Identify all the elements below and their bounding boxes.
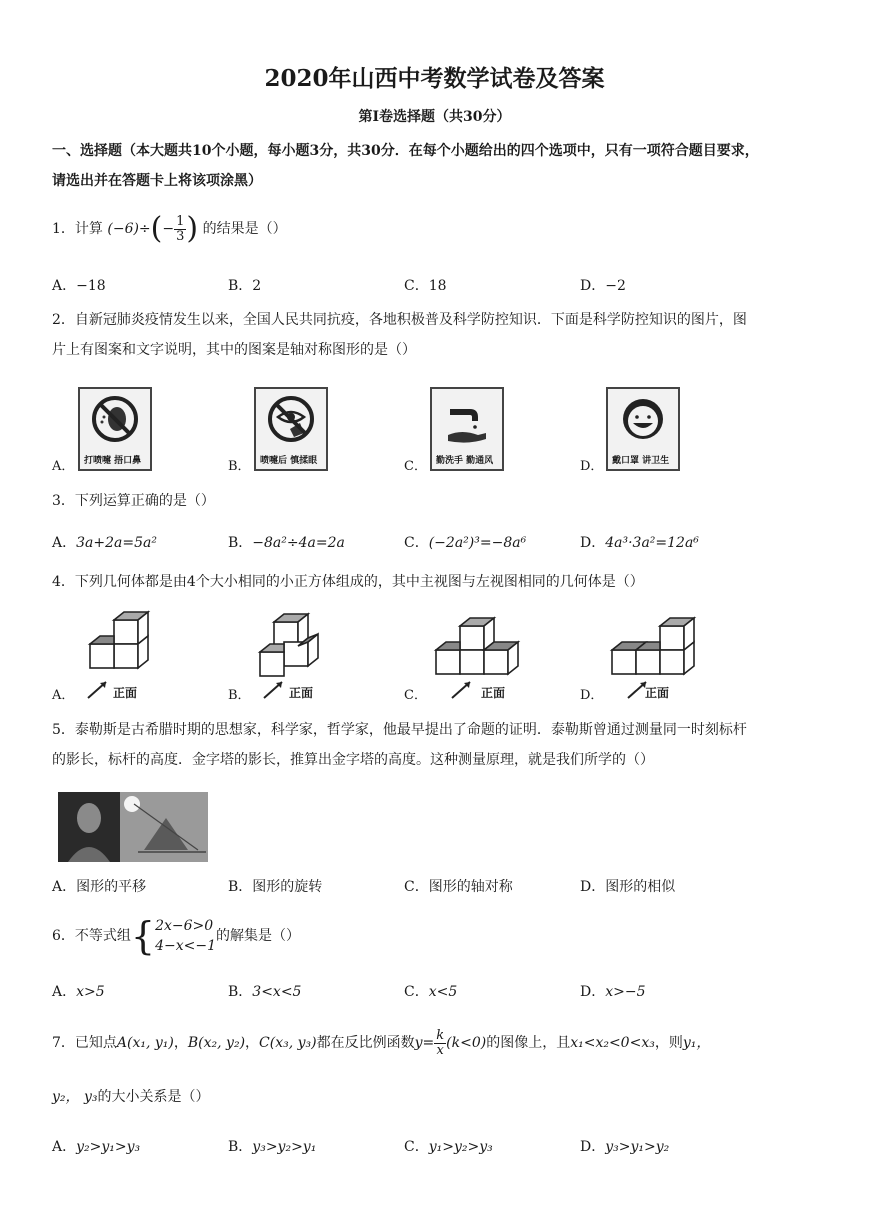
q7-func-denominator: x bbox=[436, 1042, 444, 1058]
option-text: 2 bbox=[252, 278, 262, 294]
q2-option-a[interactable] bbox=[52, 455, 74, 474]
option-label: A． bbox=[52, 879, 77, 895]
q7-option-b[interactable] bbox=[228, 1132, 316, 1162]
q2-option-d[interactable] bbox=[580, 455, 603, 474]
q7-prefix: 7．已知点 bbox=[52, 1035, 117, 1051]
q6-prefix: 6．不等式组 bbox=[52, 928, 131, 944]
q2-line2: 片上有图案和文字说明，其中的图案是轴对称图形的是（） bbox=[52, 342, 416, 358]
option-label: A． bbox=[52, 535, 77, 551]
option-label: C． bbox=[404, 278, 429, 294]
option-label: D． bbox=[580, 984, 606, 1000]
option-label: C． bbox=[404, 879, 429, 895]
q5-line2: 的影长，标杆的高度．金字塔的影长，推算出金字塔的高度。这种测量原理，就是我们所学的（） bbox=[52, 752, 654, 768]
q2-option-b[interactable] bbox=[228, 455, 251, 474]
cube-solid-a bbox=[78, 606, 198, 702]
option-text: y₁>y₂>y₃ bbox=[428, 1139, 493, 1155]
q1-right-paren: ) bbox=[186, 211, 199, 246]
icon-caption: 勤通风 bbox=[466, 456, 494, 466]
option-text: −2 bbox=[605, 278, 626, 294]
q4-option-d[interactable] bbox=[580, 684, 603, 703]
option-text: 图形的旋转 bbox=[252, 879, 323, 895]
q7-option-a[interactable] bbox=[52, 1132, 140, 1162]
option-label: C． bbox=[404, 459, 427, 474]
q6-inequality-1: 2x−6>0 bbox=[155, 918, 214, 934]
q1-option-c[interactable] bbox=[404, 271, 447, 301]
q3-option-d[interactable] bbox=[580, 528, 699, 558]
q1-suffix: 的结果是（） bbox=[202, 221, 287, 237]
option-label: B． bbox=[228, 688, 251, 703]
option-label: A． bbox=[52, 984, 77, 1000]
thales-pyramid-image bbox=[58, 792, 208, 862]
q1-expr: (−6)÷ bbox=[107, 221, 151, 237]
front-view-label-a: 正面 bbox=[113, 686, 138, 700]
q1-minus: − bbox=[162, 221, 175, 237]
option-label: D． bbox=[580, 879, 606, 895]
q1-left-paren: ( bbox=[150, 211, 163, 246]
option-label: D． bbox=[580, 1139, 606, 1155]
question-2-stem bbox=[52, 305, 822, 365]
option-label: A． bbox=[52, 688, 75, 703]
q5-option-c[interactable] bbox=[404, 872, 513, 902]
option-label: D． bbox=[580, 688, 604, 703]
icon-caption: 慎揉眼 bbox=[290, 456, 318, 466]
question-7-stem: 7．已知点A(x₁, y₁)，B(x₂, y₂)，C(x₃, y₃)都在反比例函数y= $\frac{k}{x}$ (k<0)的图像上，且x₁<x₂<0<x₃，则y₁， bbox=[52, 1027, 711, 1058]
q5-option-b[interactable] bbox=[228, 872, 322, 902]
q3-option-c[interactable] bbox=[404, 528, 526, 558]
q1-option-d[interactable] bbox=[580, 271, 626, 301]
q7-func-fraction bbox=[434, 1029, 446, 1058]
option-text: −8a²÷4a=2a bbox=[252, 535, 345, 551]
no-sneeze-icon bbox=[78, 387, 152, 471]
q7-y3: y₃ bbox=[83, 1089, 98, 1105]
cube-solid-b bbox=[254, 606, 374, 702]
page-title: 2020年山西中考数学试卷及答案 bbox=[264, 65, 605, 92]
q2-option-c[interactable] bbox=[404, 455, 427, 474]
option-text: 4a³·3a²=12a⁶ bbox=[605, 535, 699, 551]
option-label: A． bbox=[52, 459, 75, 474]
option-text: 18 bbox=[428, 278, 447, 294]
option-text: 图形的轴对称 bbox=[428, 879, 513, 895]
q7-cond: x₁<x₂<0<x₃ bbox=[570, 1035, 655, 1051]
option-label: B． bbox=[228, 535, 253, 551]
option-text: 图形的平移 bbox=[76, 879, 147, 895]
icon-caption: 打喷嚏 bbox=[84, 456, 112, 466]
q6-option-b[interactable] bbox=[228, 977, 301, 1007]
q5-option-a[interactable] bbox=[52, 872, 146, 902]
q7-option-d[interactable] bbox=[580, 1132, 669, 1162]
q4-option-b[interactable] bbox=[228, 684, 251, 703]
q6-inequality-system bbox=[155, 916, 216, 956]
q7-func-lhs: y= bbox=[414, 1035, 435, 1051]
q1-numerator: 1 bbox=[176, 213, 185, 229]
q5-option-d[interactable] bbox=[580, 872, 675, 902]
q7-mid: 都在反比例函数 bbox=[316, 1035, 415, 1051]
option-label: B． bbox=[228, 984, 253, 1000]
question-3-stem: 3．下列运算正确的是（） bbox=[52, 493, 215, 509]
question-6-stem bbox=[52, 916, 822, 956]
q6-brace: { bbox=[130, 914, 156, 958]
q7-mid3: ，则 bbox=[654, 1035, 683, 1051]
option-label: C． bbox=[404, 535, 429, 551]
question-5-stem bbox=[52, 715, 822, 775]
no-eye-rub-icon bbox=[254, 387, 328, 471]
q4-option-c[interactable] bbox=[404, 684, 427, 703]
q1-fraction bbox=[174, 215, 186, 244]
part-subtitle: 第Ⅰ卷选择题（共30分） bbox=[358, 109, 511, 125]
option-label: B． bbox=[228, 879, 253, 895]
q6-inequality-2: 4−x<−1 bbox=[155, 938, 217, 954]
option-text: 图形的相似 bbox=[605, 879, 676, 895]
option-label: D． bbox=[580, 535, 606, 551]
option-text: y₂>y₁>y₃ bbox=[76, 1139, 141, 1155]
front-view-label-c: 正面 bbox=[481, 686, 506, 700]
q2-line1: 2．自新冠肺炎疫情发生以来，全国人民共同抗疫，各地积极普及科学防控知识．下面是科学防控知识的图片，图 bbox=[52, 312, 747, 328]
icon-caption: 勤洗手 bbox=[436, 456, 464, 466]
q1-option-a[interactable] bbox=[52, 271, 106, 301]
section-heading-line1: 一、选择题（本大题共10个小题，每小题3分，共30分．在每个小题给出的四个选项中，只有一项符合题目要求， bbox=[52, 143, 759, 159]
q7-line2-suffix: 的大小关系是（） bbox=[97, 1089, 210, 1105]
q7-point-c: C(x₃, y₃) bbox=[259, 1035, 317, 1051]
question-7-stem-line2 bbox=[52, 1082, 822, 1112]
option-label: C． bbox=[404, 1139, 429, 1155]
front-view-label-b: 正面 bbox=[289, 686, 314, 700]
option-label: C． bbox=[404, 688, 427, 703]
option-label: A． bbox=[52, 1139, 77, 1155]
q6-option-d[interactable] bbox=[580, 977, 646, 1007]
q7-mid2: 的图像上，且 bbox=[486, 1035, 571, 1051]
q4-option-a[interactable] bbox=[52, 684, 74, 703]
icon-caption: 捂口鼻 bbox=[114, 456, 142, 466]
option-text: −18 bbox=[76, 278, 106, 294]
q1-denominator: 3 bbox=[176, 228, 185, 244]
option-text: (−2a²)³=−8a⁶ bbox=[428, 535, 527, 551]
q3-option-b[interactable] bbox=[228, 528, 345, 558]
q5-line1: 5．泰勒斯是古希腊时期的思想家，科学家，哲学家，他最早提出了命题的证明．泰勒斯曾通过测量同一时刻标杆 bbox=[52, 722, 747, 738]
option-text: x>−5 bbox=[605, 984, 646, 1000]
q6-suffix: 的解集是（） bbox=[216, 928, 301, 944]
q7-point-b: B(x₂, y₂) bbox=[187, 1035, 246, 1051]
q1-option-b[interactable] bbox=[228, 271, 261, 301]
q6-option-c[interactable] bbox=[404, 977, 457, 1007]
question-1-stem bbox=[52, 211, 822, 246]
option-text: y₃>y₁>y₂ bbox=[605, 1139, 670, 1155]
option-text: x<5 bbox=[428, 984, 458, 1000]
icon-caption: 戴口罩 bbox=[612, 456, 640, 466]
option-label: A． bbox=[52, 278, 77, 294]
q7-func-cond: (k<0) bbox=[446, 1035, 487, 1051]
q7-y2: y₂， bbox=[52, 1089, 80, 1105]
front-view-label-d: 正面 bbox=[645, 686, 670, 700]
option-label: B． bbox=[228, 278, 253, 294]
q1-prefix: 1．计算 bbox=[52, 221, 103, 237]
section-heading-line2: 请选出并在答题卡上将该项涂黑） bbox=[52, 173, 262, 189]
option-text: x>5 bbox=[76, 984, 105, 1000]
icon-caption: 喷嚏后 bbox=[260, 456, 288, 466]
q7-tail: y₁， bbox=[682, 1035, 711, 1051]
q7-point-a: A(x₁, y₁) bbox=[116, 1035, 174, 1051]
option-text: 3<x<5 bbox=[252, 984, 302, 1000]
section-heading bbox=[52, 136, 822, 196]
option-text: y₃>y₂>y₁ bbox=[252, 1139, 317, 1155]
handwash-icon bbox=[430, 387, 504, 471]
q3-option-a[interactable] bbox=[52, 528, 157, 558]
q7-option-c[interactable] bbox=[404, 1132, 493, 1162]
option-label: B． bbox=[228, 459, 251, 474]
question-4-stem: 4．下列几何体都是由4个大小相同的小正方体组成的，其中主视图与左视图相同的几何体是（） bbox=[52, 574, 644, 590]
option-label: B． bbox=[228, 1139, 253, 1155]
option-label: C． bbox=[404, 984, 429, 1000]
q6-option-a[interactable] bbox=[52, 977, 105, 1007]
q7-func-numerator: k bbox=[436, 1027, 445, 1043]
icon-caption: 讲卫生 bbox=[642, 456, 670, 466]
mask-icon bbox=[606, 387, 680, 471]
option-label: D． bbox=[580, 278, 606, 294]
option-label: D． bbox=[580, 459, 604, 474]
option-text: 3a+2a=5a² bbox=[76, 535, 157, 551]
